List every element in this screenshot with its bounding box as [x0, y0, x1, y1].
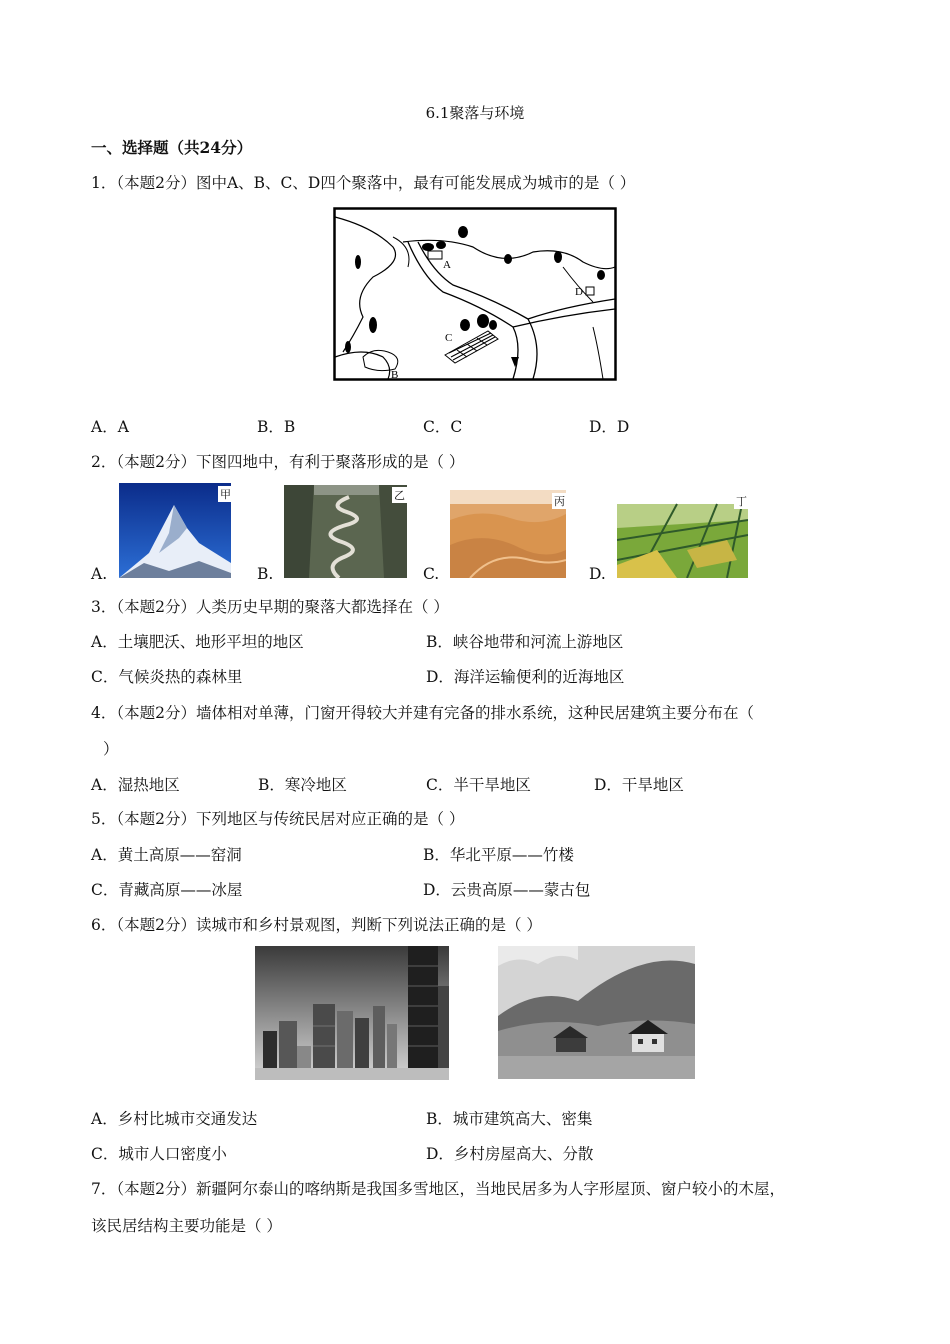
- caption-jia: 甲: [220, 488, 231, 501]
- q3-option-c[interactable]: C．气候炎热的森林里: [91, 668, 243, 686]
- q4-option-a[interactable]: A．湿热地区: [91, 776, 180, 794]
- caption-bing: 丙: [554, 495, 565, 508]
- q1-option-d[interactable]: D．D: [589, 418, 630, 436]
- q2-option-a[interactable]: A.: [91, 565, 108, 583]
- caption-ding: 丁: [736, 495, 747, 508]
- q3-option-b[interactable]: B．峡谷地带和河流上游地区: [426, 633, 624, 651]
- desert-dunes-photo: [450, 490, 566, 578]
- q2-option-b[interactable]: B.: [257, 565, 274, 583]
- winding-mountain-road-photo: [284, 485, 407, 578]
- question-6-stem: 6．（本题2分）读城市和乡村景观图，判断下列说法正确的是（ ）: [91, 916, 542, 934]
- question-4-stem-cont: ）: [103, 740, 119, 758]
- question-2-stem: 2．（本题2分）下图四地中，有利于聚落形成的是（ ）: [91, 453, 465, 471]
- settlement-map-figure: [333, 207, 617, 381]
- q5-option-d[interactable]: D．云贵高原——蒙古包: [423, 881, 591, 899]
- q3-option-a[interactable]: A．土壤肥沃、地形平坦的地区: [91, 633, 304, 651]
- q4-option-d[interactable]: D．干旱地区: [594, 776, 684, 794]
- question-5-stem: 5．（本题2分）下列地区与传统民居对应正确的是（ ）: [91, 810, 465, 828]
- city-skyline-photo: [255, 946, 449, 1080]
- map-label-a: A: [443, 259, 451, 271]
- q6-option-b[interactable]: B．城市建筑高大、密集: [426, 1110, 593, 1128]
- question-3-stem: 3．（本题2分）人类历史早期的聚落大都选择在（ ）: [91, 598, 449, 616]
- q2-option-d[interactable]: D.: [589, 565, 606, 583]
- q5-option-a[interactable]: A．黄土高原——窑洞: [91, 846, 242, 864]
- q1-option-b[interactable]: B．B: [257, 418, 296, 436]
- q1-option-a[interactable]: A．A: [91, 418, 129, 436]
- question-1-stem: 1．（本题2分）图中A、B、C、D四个聚落中，最有可能发展成为城市的是（ ）: [91, 174, 636, 192]
- question-7-stem: 7．（本题2分）新疆阿尔泰山的喀纳斯是我国多雪地区，当地民居多为人字形屋顶、窗户较小的木屋，: [91, 1180, 785, 1198]
- question-4-stem: 4．（本题2分）墙体相对单薄，门窗开得较大并建有完备的排水系统，这种民居建筑主要分布在（: [91, 704, 754, 722]
- snow-mountain-photo: [119, 483, 231, 578]
- caption-yi: 乙: [394, 489, 405, 502]
- farmland-plain-photo: [617, 490, 748, 578]
- q6-option-d[interactable]: D．乡村房屋高大、分散: [426, 1145, 594, 1163]
- section-heading: 一、选择题（共24分）: [91, 138, 253, 157]
- map-label-b: B: [391, 369, 399, 381]
- map-label-c: C: [445, 332, 453, 344]
- q2-option-c[interactable]: C.: [423, 565, 440, 583]
- map-label-d: D: [575, 286, 583, 298]
- q5-option-c[interactable]: C．青藏高原——冰屋: [91, 881, 243, 899]
- q4-option-b[interactable]: B．寒冷地区: [258, 776, 347, 794]
- page-title: 6.1聚落与环境: [425, 104, 525, 122]
- question-7-stem-cont: 该民居结构主要功能是（ ）: [91, 1217, 282, 1235]
- q6-option-a[interactable]: A．乡村比城市交通发达: [91, 1110, 258, 1128]
- q3-option-d[interactable]: D．海洋运输便利的近海地区: [426, 668, 625, 686]
- q4-option-c[interactable]: C．半干旱地区: [426, 776, 531, 794]
- q5-option-b[interactable]: B．华北平原——竹楼: [423, 846, 574, 864]
- rural-landscape-photo: [498, 946, 695, 1079]
- q6-option-c[interactable]: C．城市人口密度小: [91, 1145, 227, 1163]
- q1-option-c[interactable]: C．C: [423, 418, 463, 436]
